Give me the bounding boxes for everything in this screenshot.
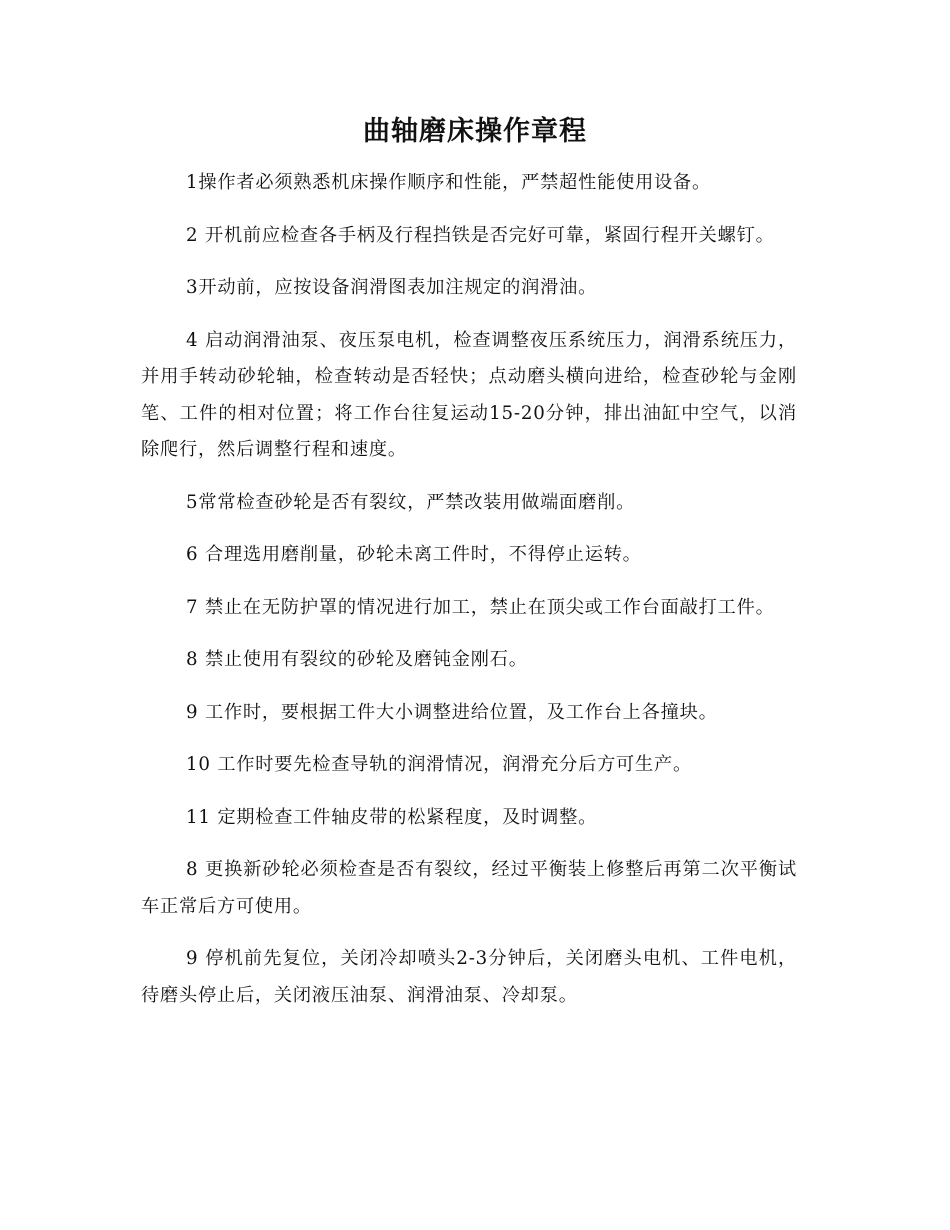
paragraph-10: 10 工作时要先检查导轨的润滑情况，润滑充分后方可生产。 <box>186 754 693 775</box>
paragraph-12: 8 更换新砂轮必须检查是否有裂纹，经过平衡装上修整后再第二次平衡试车正常后方可使用。 <box>141 859 797 917</box>
paragraph-8: 8 禁止使用有裂纹的砂轮及磨钝金刚石。 <box>186 649 528 670</box>
paragraph-4: 4 启动润滑油泵、夜压泵电机，检查调整夜压系统压力，润滑系统压力，并用手转动砂轮轴，检查转动是否轻快；点动磨头横向进给，检查砂轮与金刚笔、工件的相对位置；将工作台往复运动15-20分钟，排出油缸中空气，以消除爬行，然后调整行程和速度。 <box>141 329 797 460</box>
paragraph-1: 1操作者必须熟悉机床操作顺序和性能，严禁超性能使用设备。 <box>186 172 712 193</box>
paragraph-9: 9 工作时，要根据工件大小调整进给位置，及工作台上各撞块。 <box>186 701 718 723</box>
paragraph-11: 11 定期检查工件轴皮带的松紧程度，及时调整。 <box>186 806 598 828</box>
paragraph-6: 6 合理选用磨削量，砂轮未离工件时，不得停止运转。 <box>186 544 642 565</box>
document-body <box>141 165 797 1030</box>
paragraph-3: 3开动前，应按设备润滑图表加注规定的润滑油。 <box>186 277 598 298</box>
paragraph-2: 2 开机前应检查各手柄及行程挡铁是否完好可靠，紧固行程开关螺钉。 <box>186 224 775 246</box>
document-title: 曲轴磨床操作章程 <box>363 116 587 147</box>
paragraph-13: 9 停机前先复位，关闭冷却喷头2-3分钟后，关闭磨头电机、工件电机，待磨头停止后，关闭液压油泵、润滑油泵、冷却泵。 <box>141 948 797 1006</box>
paragraph-7: 7 禁止在无防护罩的情况进行加工，禁止在顶尖或工作台面敲打工件。 <box>186 596 775 618</box>
paragraph-5: 5常常检查砂轮是否有裂纹，严禁改装用做端面磨削。 <box>186 491 636 513</box>
